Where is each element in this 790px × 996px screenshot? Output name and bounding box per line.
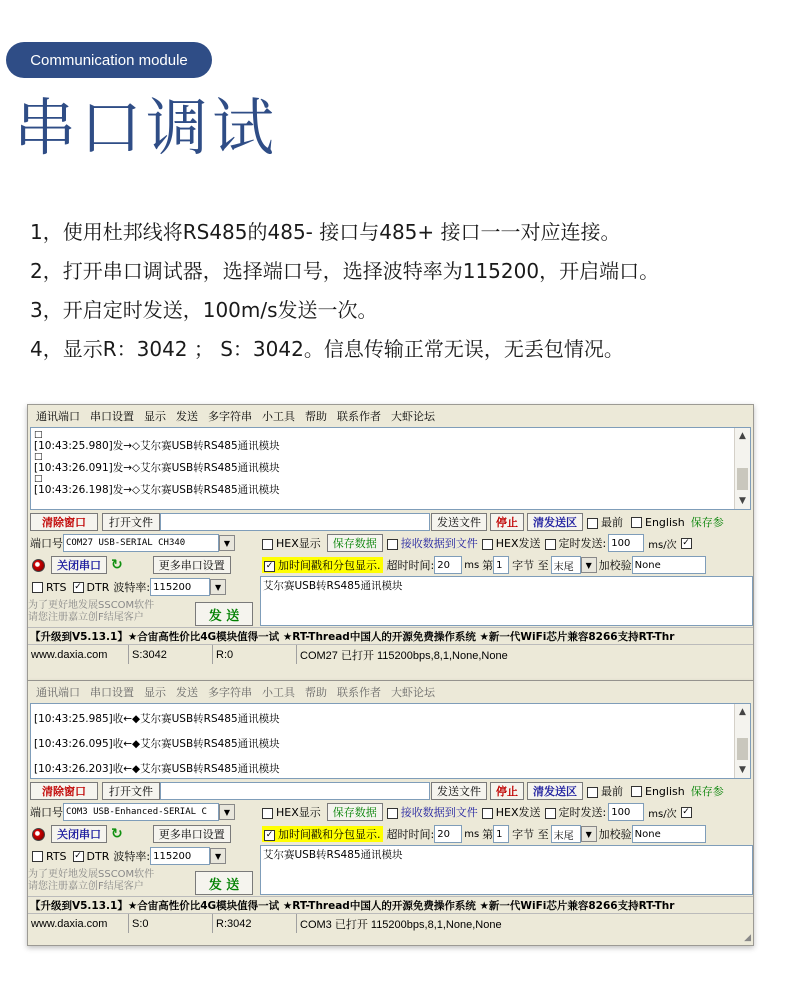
- dtr-label: DTR: [86, 580, 110, 594]
- timed-send-label: 定时发送:: [558, 806, 607, 819]
- timed-send-checkbox[interactable]: [545, 804, 607, 820]
- byte-from-label: 第: [482, 559, 494, 572]
- hex-display-checkbox[interactable]: [262, 535, 321, 551]
- scroll-thumb[interactable]: [737, 468, 748, 490]
- menu-port[interactable]: 通讯端口: [36, 686, 80, 699]
- save-data-button[interactable]: 保存数据: [327, 534, 383, 552]
- port-status-led-icon: [32, 559, 45, 572]
- menu-serial-settings[interactable]: 串口设置: [90, 410, 134, 423]
- menu-tools[interactable]: 小工具: [262, 410, 295, 423]
- timeout-input[interactable]: 20: [434, 556, 462, 574]
- menu-forum[interactable]: 大虾论坛: [391, 410, 435, 423]
- port-label: 端口号: [30, 537, 63, 550]
- timestamp-checkbox[interactable]: ✓ 加时间戳和分包显示.: [262, 826, 383, 842]
- chevron-down-icon[interactable]: ▼: [219, 804, 235, 820]
- stop-button[interactable]: 停止: [490, 782, 524, 800]
- timed-send-checkbox[interactable]: [545, 535, 607, 551]
- scroll-up-icon[interactable]: ▲: [739, 431, 746, 441]
- scroll-down-icon[interactable]: ▼: [739, 765, 746, 775]
- refresh-icon[interactable]: ↻: [111, 557, 123, 573]
- menu-display[interactable]: 显示: [144, 410, 166, 423]
- news-ticker[interactable]: 【升级到V5.13.1】★合宙高性价比4G模块值得一试 ★RT-Thread中国人的开源免费操作系统 ★新一代WiFi芯片兼容8266支持RT-Thr: [28, 627, 753, 644]
- clear-send-area-button[interactable]: 清发送区: [527, 513, 583, 531]
- send-file-button[interactable]: 发送文件: [431, 782, 487, 800]
- clear-window-button[interactable]: 清除窗口: [30, 513, 98, 531]
- log-marker: □: [34, 474, 43, 484]
- baud-label: 波特率:: [113, 850, 151, 863]
- close-port-button[interactable]: 关闭串口: [51, 825, 107, 843]
- log-line: [10:43:26.198]发→◇艾尔赛USB转RS485通讯模块: [34, 484, 280, 496]
- baud-select[interactable]: 115200: [150, 578, 210, 596]
- top-most-checkbox[interactable]: [587, 514, 623, 530]
- top-most-label: 最前: [601, 516, 623, 529]
- hex-send-checkbox[interactable]: [482, 535, 541, 551]
- timeout-label: 超时时间:: [386, 559, 435, 572]
- scroll-thumb[interactable]: [737, 738, 748, 760]
- hex-display-checkbox[interactable]: [262, 804, 321, 820]
- hex-send-checkbox[interactable]: [482, 804, 541, 820]
- timeout-label: 超时时间:: [386, 828, 435, 841]
- timestamp-label: 加时间戳和分包显示.: [278, 828, 381, 841]
- more-serial-settings-button[interactable]: 更多串口设置: [153, 556, 231, 574]
- log-line: [10:43:25.980]发→◇艾尔赛USB转RS485通讯模块: [34, 440, 280, 452]
- promo-line-1: 为了更好地发展SSCOM软件: [28, 869, 155, 880]
- send-text-area[interactable]: [260, 576, 753, 626]
- receive-to-file-checkbox[interactable]: [387, 804, 478, 820]
- receive-to-file-label: 接收数据到文件: [400, 806, 478, 819]
- instruction-step-4: 4，显示R：3042 ； S：3042。信息传输正常无误，无丢包情况。: [30, 337, 624, 361]
- hex-display-label: HEX显示: [276, 806, 321, 819]
- dtr-checkbox[interactable]: ✓ DTR: [74, 580, 110, 594]
- chevron-down-icon[interactable]: ▼: [210, 579, 226, 595]
- log-line: [10:43:26.091]发→◇艾尔赛USB转RS485通讯模块: [34, 462, 280, 474]
- english-label: English: [645, 515, 685, 529]
- menu-display[interactable]: 显示: [144, 686, 166, 699]
- receive-to-file-label: 接收数据到文件: [400, 537, 478, 550]
- checksum-select[interactable]: None: [632, 556, 706, 574]
- file-path-input[interactable]: [160, 782, 430, 800]
- baud-label: 波特率:: [113, 581, 151, 594]
- stop-button[interactable]: 停止: [490, 513, 524, 531]
- port-label: 端口号: [30, 806, 63, 819]
- section-badge: Communication module: [6, 42, 212, 78]
- tail-select[interactable]: 末尾: [551, 825, 581, 843]
- refresh-icon[interactable]: ↻: [111, 826, 123, 842]
- byte-from-input[interactable]: 1: [493, 825, 509, 843]
- send-file-button[interactable]: 发送文件: [431, 513, 487, 531]
- english-checkbox[interactable]: [631, 785, 685, 798]
- instruction-list: [30, 213, 659, 369]
- log-line: [10:43:25.985]收←◆艾尔赛USB转RS485通讯模块: [34, 713, 280, 725]
- menu-send[interactable]: 发送: [176, 410, 198, 423]
- timestamp-label: 加时间戳和分包显示.: [278, 559, 381, 572]
- menu-port[interactable]: 通讯端口: [36, 410, 80, 423]
- checksum-label: 加校验: [598, 828, 632, 841]
- promo-line-2: 请您注册嘉立创F结尾客户: [28, 881, 144, 892]
- sscom-window-sender: 通讯端口 串口设置 显示 发送 多字符串 小工具 帮助 联系作者 大虾论坛 □ [10:43:25.980]发→◇艾尔赛USB转RS485通讯模块 □ [10:43:26.091]发→◇艾尔赛USB转RS485通讯模块 □ [10:43:26.198]发→◇艾尔赛USB转RS485通讯模块 ▲ ▼ 清除窗口 打开文件 发送文件 停止 清发送区 最前 English 保存参 端口号 COM27 USB-SERIAL CH340 ▼ 关闭串口 ↻ 更多串口设置 RTS ✓ DTR 波特率: 115200 ▼ 为了更好地发展SSCOM软件 请您注册嘉立创F结尾客户 发 送 HEX显示 保存数据 接收数据到文件 HEX发送 定时发送: 100 ms/次 ✓ ✓ 加时间戳和分包显示. 超时时间: 20 ms 第 1 字节 至 末尾 ▼ 加校验 None 艾尔赛USB转RS485通讯模块 【升级到V5.13.1】★合宙高性价比4G模块值得一试 ★RT-Thread中国人的开源免费操作系统 ★新一代WiFi芯片兼容8266支持RT-Thr www.daxia.com S:3042 R:0 COM27 已打开 115200bps,8,1,None,None: [27, 404, 754, 681]
- timeout-unit: ms: [464, 828, 480, 840]
- rts-checkbox[interactable]: [32, 581, 67, 594]
- menu-help[interactable]: 帮助: [305, 410, 327, 423]
- promo-line-2: 请您注册嘉立创F结尾客户: [28, 612, 144, 623]
- open-file-button[interactable]: 打开文件: [102, 782, 160, 800]
- receive-log[interactable]: [30, 703, 751, 779]
- menu-bar: [28, 681, 753, 703]
- status-port-info: COM3 已打开 115200bps,8,1,None,None: [300, 918, 502, 931]
- send-text: 艾尔赛USB转RS485通讯模块: [263, 849, 403, 861]
- interval-unit: ms/次: [648, 808, 677, 820]
- timeout-input[interactable]: 20: [434, 825, 462, 843]
- byte-to-label: 字节 至: [512, 828, 549, 841]
- status-site[interactable]: www.daxia.com: [28, 645, 129, 664]
- timestamp-checkbox[interactable]: ✓ 加时间戳和分包显示.: [262, 557, 383, 573]
- english-label: English: [645, 784, 685, 798]
- scroll-up-icon[interactable]: ▲: [739, 707, 746, 717]
- save-data-button[interactable]: 保存数据: [327, 803, 383, 821]
- menu-serial-settings[interactable]: 串口设置: [90, 686, 134, 699]
- close-port-button[interactable]: 关闭串口: [51, 556, 107, 574]
- receive-to-file-checkbox[interactable]: [387, 535, 478, 551]
- file-path-input[interactable]: [160, 513, 430, 531]
- promo-line-1: 为了更好地发展SSCOM软件: [28, 600, 155, 611]
- byte-from-label: 第: [482, 828, 494, 841]
- tail-select[interactable]: 末尾: [551, 556, 581, 574]
- interval-input[interactable]: 100: [608, 534, 644, 552]
- top-most-label: 最前: [601, 785, 623, 798]
- rts-label: RTS: [46, 580, 67, 594]
- timeout-unit: ms: [464, 559, 480, 571]
- menu-send[interactable]: 发送: [176, 686, 198, 699]
- chevron-down-icon[interactable]: ▼: [581, 826, 597, 842]
- send-button[interactable]: 发 送: [195, 871, 253, 895]
- interval-unit: ms/次: [648, 539, 677, 551]
- status-received-count: R:3042: [213, 914, 297, 933]
- menu-multi-string[interactable]: 多字符串: [208, 686, 252, 699]
- page-title: 串口调试: [14, 91, 279, 164]
- send-text: 艾尔赛USB转RS485通讯模块: [263, 580, 403, 592]
- hex-display-label: HEX显示: [276, 537, 321, 550]
- port-select[interactable]: COM27 USB-SERIAL CH340: [63, 534, 219, 552]
- clear-window-button[interactable]: 清除窗口: [30, 782, 98, 800]
- log-scrollbar[interactable]: [734, 704, 750, 778]
- menu-contact[interactable]: 联系作者: [337, 410, 381, 423]
- log-line: [10:43:26.095]收←◆艾尔赛USB转RS485通讯模块: [34, 738, 280, 750]
- menu-bar: [28, 405, 753, 427]
- timed-send-label: 定时发送:: [558, 537, 607, 550]
- instruction-step-1: 1，使用杜邦线将RS485的485- 接口与485+ 接口一一对应连接。: [30, 220, 621, 244]
- resize-grip-icon[interactable]: ◢: [744, 933, 751, 943]
- chevron-down-icon[interactable]: ▼: [210, 848, 226, 864]
- more-serial-settings-button[interactable]: 更多串口设置: [153, 825, 231, 843]
- chevron-down-icon[interactable]: ▼: [581, 557, 597, 573]
- log-line: [10:43:26.203]收←◆艾尔赛USB转RS485通讯模块: [34, 763, 280, 775]
- hex-send-label: HEX发送: [495, 806, 541, 819]
- instruction-step-2: 2，打开串口调试器，选择端口号，选择波特率为115200，开启端口。: [30, 259, 660, 283]
- status-bar: [28, 644, 753, 664]
- byte-to-label: 字节 至: [512, 559, 549, 572]
- checksum-select[interactable]: None: [632, 825, 706, 843]
- status-received-count: R:0: [213, 645, 297, 664]
- clear-send-area-button[interactable]: 清发送区: [527, 782, 583, 800]
- status-sent-count: S:0: [129, 914, 213, 933]
- menu-help[interactable]: 帮助: [305, 686, 327, 699]
- english-checkbox[interactable]: [631, 516, 685, 529]
- menu-forum[interactable]: 大虾论坛: [391, 686, 435, 699]
- receive-log[interactable]: [30, 427, 751, 510]
- byte-from-input[interactable]: 1: [493, 556, 509, 574]
- open-file-button[interactable]: 打开文件: [102, 513, 160, 531]
- send-text-area[interactable]: [260, 845, 753, 895]
- menu-contact[interactable]: 联系作者: [337, 686, 381, 699]
- baud-select[interactable]: 115200: [150, 847, 210, 865]
- sscom-window-receiver: 通讯端口 串口设置 显示 发送 多字符串 小工具 帮助 联系作者 大虾论坛 [10:43:25.985]收←◆艾尔赛USB转RS485通讯模块 [10:43:26.095]收←◆艾尔赛USB转RS485通讯模块 [10:43:26.203]收←◆艾尔赛USB转RS485通讯模块 ▲ ▼ 清除窗口 打开文件 发送文件 停止 清发送区 最前 English 保存参 端口号 COM3 USB-Enhanced-SERIAL C ▼ 关闭串口 ↻ 更多串口设置 RTS ✓ DTR 波特率: 115200 ▼ 为了更好地发展SSCOM软件 请您注册嘉立创F结尾客户 发 送 HEX显示 保存数据 接收数据到文件 HEX发送 定时发送: 100 ms/次 ✓ ✓ 加时间戳和分包显示. 超时时间: 20 ms 第 1 字节 至 末尾 ▼ 加校验 None 艾尔赛USB转RS485通讯模块 【升级到V5.13.1】★合宙高性价比4G模块值得一试 ★RT-Thread中国人的开源免费操作系统 ★新一代WiFi芯片兼容8266支持RT-Thr www.daxia.com S:0 R:3042 COM3 已打开 115200bps,8,1,None,None ◢: [27, 681, 754, 946]
- save-params-button[interactable]: 保存参: [690, 516, 724, 529]
- status-site[interactable]: www.daxia.com: [28, 914, 129, 933]
- status-sent-count: S:3042: [129, 645, 213, 664]
- menu-tools[interactable]: 小工具: [262, 686, 295, 699]
- save-params-button[interactable]: 保存参: [690, 785, 724, 798]
- hex-send-label: HEX发送: [495, 537, 541, 550]
- log-scrollbar[interactable]: [734, 428, 750, 509]
- chevron-down-icon[interactable]: ▼: [219, 535, 235, 551]
- send-button[interactable]: 发 送: [195, 602, 253, 626]
- status-bar: [28, 913, 753, 933]
- interval-input[interactable]: 100: [608, 803, 644, 821]
- menu-multi-string[interactable]: 多字符串: [208, 410, 252, 423]
- rts-checkbox[interactable]: [32, 850, 67, 863]
- top-most-checkbox[interactable]: [587, 783, 623, 799]
- news-ticker[interactable]: 【升级到V5.13.1】★合宙高性价比4G模块值得一试 ★RT-Thread中国人的开源免费操作系统 ★新一代WiFi芯片兼容8266支持RT-Thr: [28, 896, 753, 913]
- checksum-label: 加校验: [598, 559, 632, 572]
- dtr-checkbox[interactable]: ✓ DTR: [74, 849, 110, 863]
- scroll-down-icon[interactable]: ▼: [739, 496, 746, 506]
- log-marker: □: [34, 452, 43, 462]
- instruction-step-3: 3，开启定时发送，100m/s发送一次。: [30, 298, 378, 322]
- log-marker: □: [34, 430, 43, 440]
- status-port-info: COM27 已打开 115200bps,8,1,None,None: [300, 649, 508, 662]
- port-select[interactable]: COM3 USB-Enhanced-SERIAL C: [63, 803, 219, 821]
- dtr-label: DTR: [86, 849, 110, 863]
- rts-label: RTS: [46, 849, 67, 863]
- port-status-led-icon: [32, 828, 45, 841]
